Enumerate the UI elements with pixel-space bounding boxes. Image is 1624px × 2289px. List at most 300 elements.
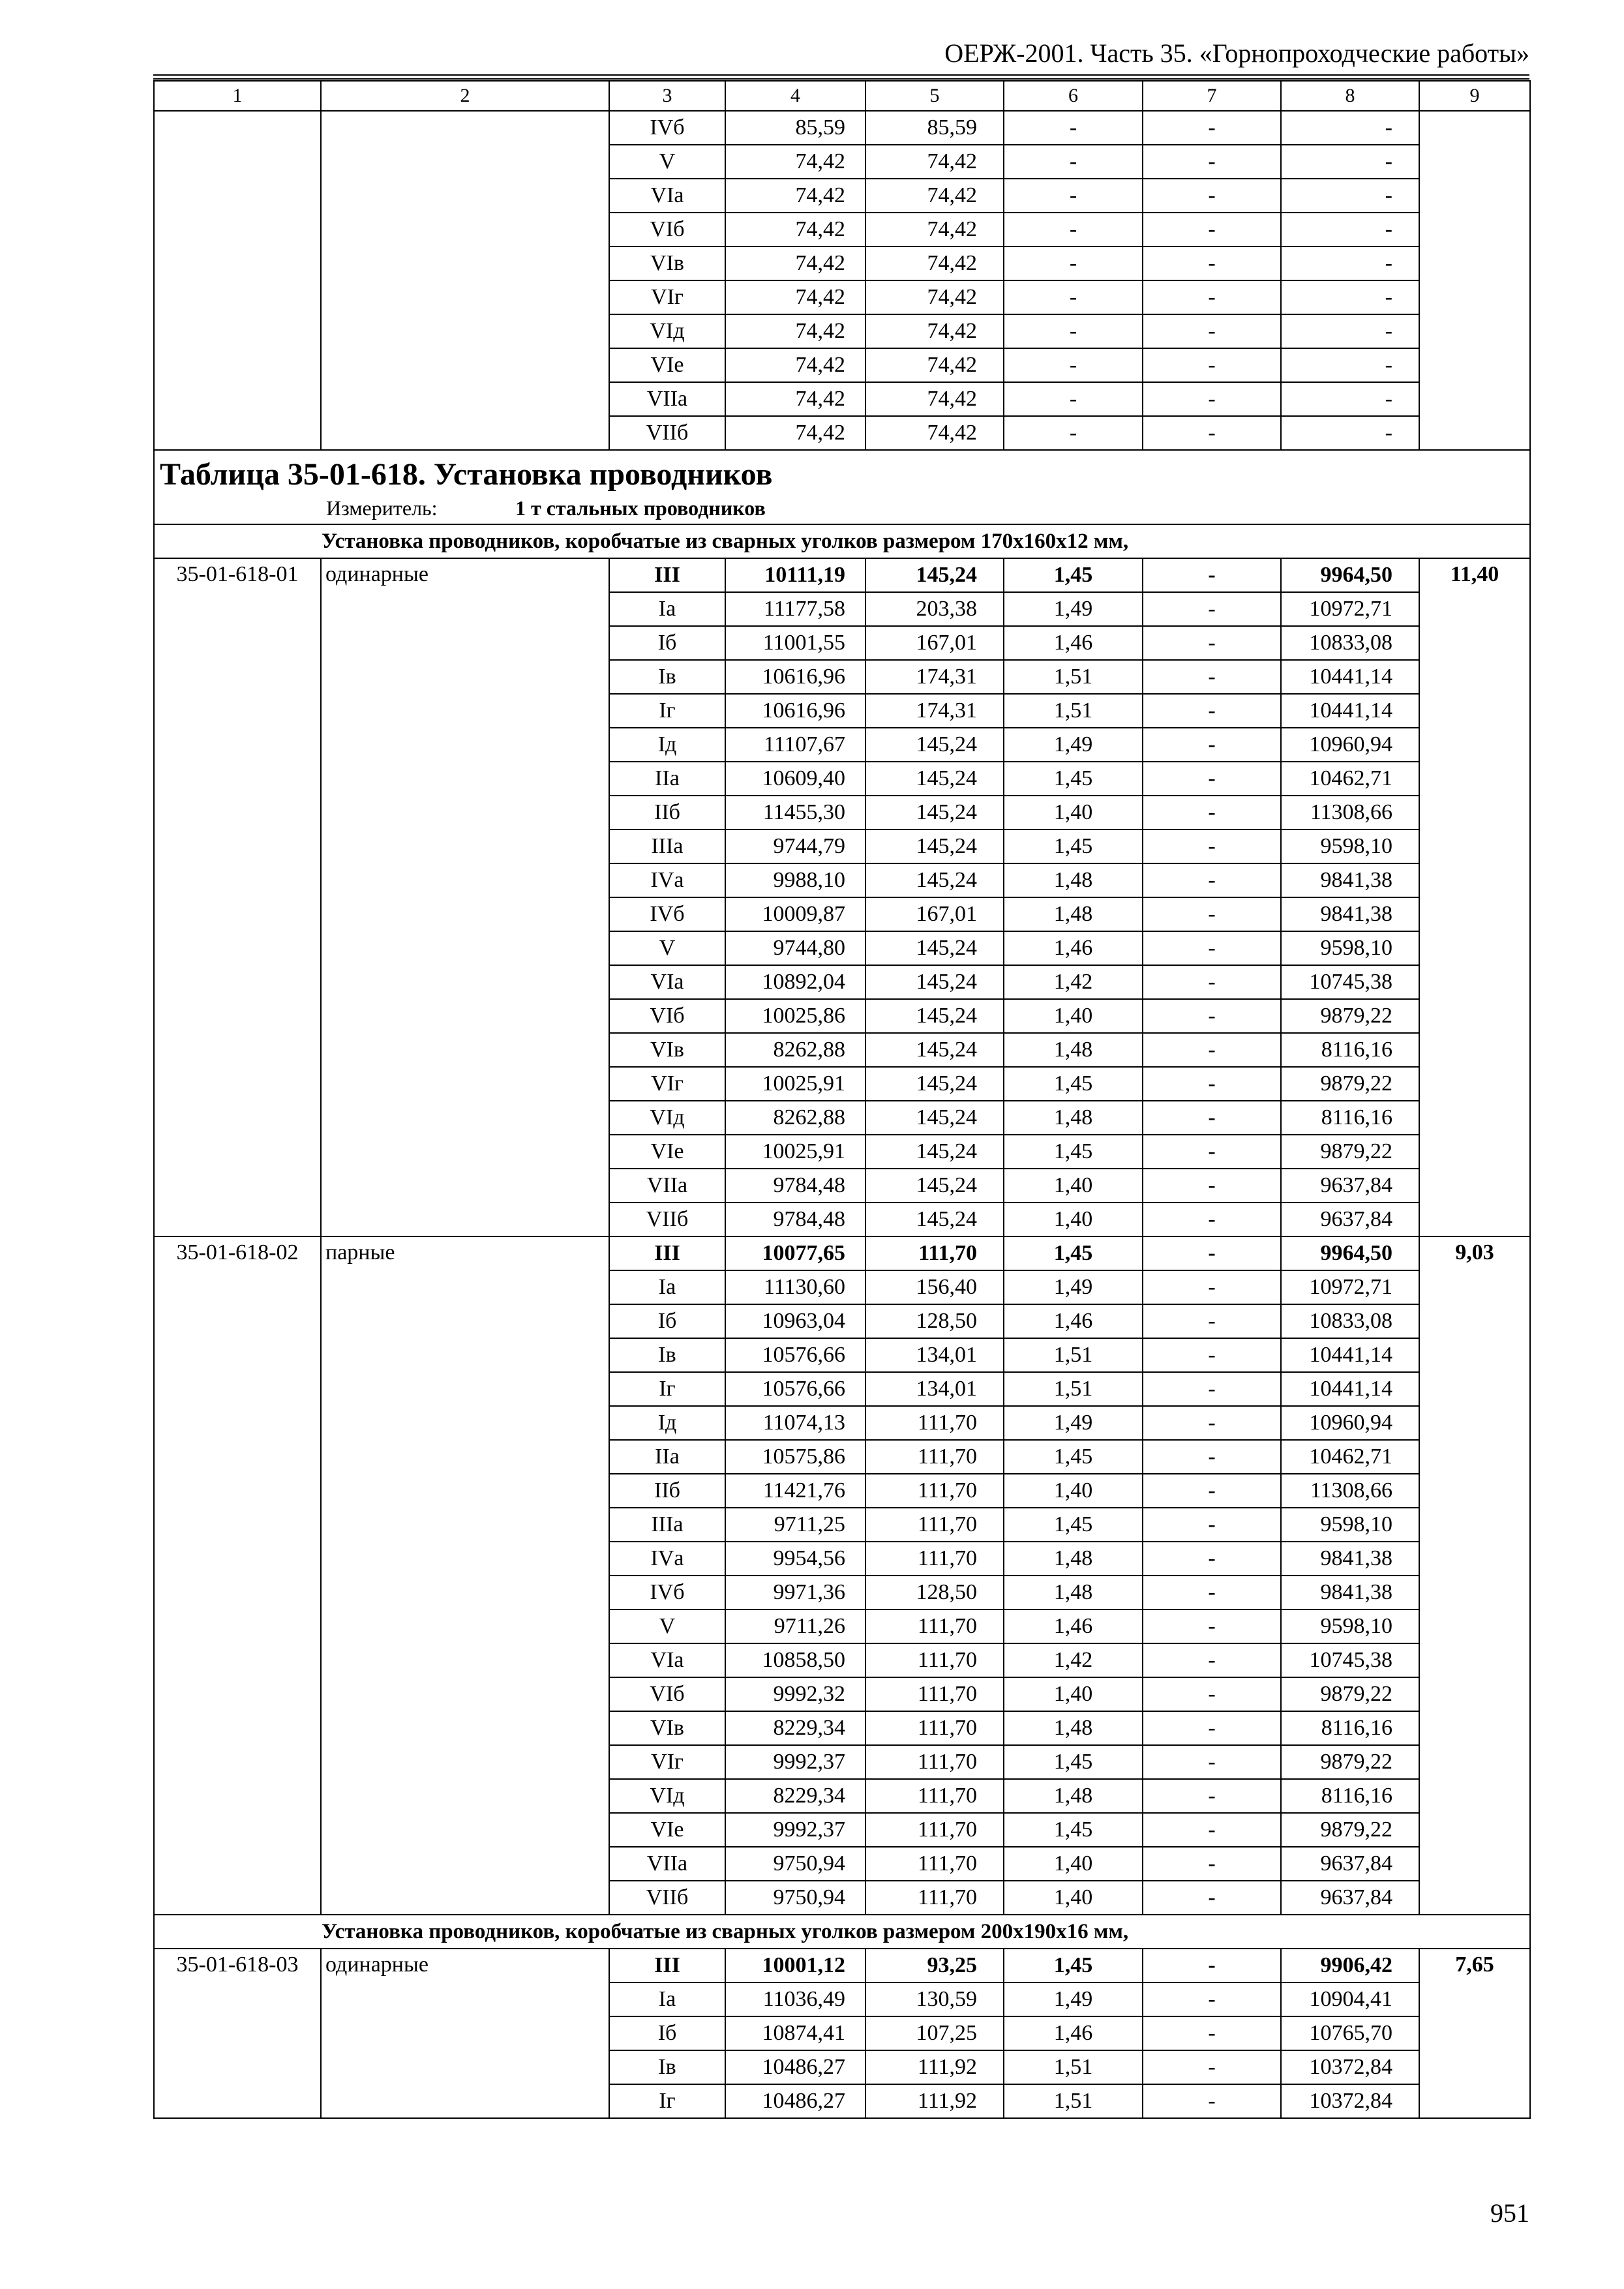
materials: 9598,10 [1281,1508,1419,1542]
wages: 128,50 [865,1304,1004,1338]
wages: 111,70 [865,1542,1004,1576]
total-cost: 9750,94 [725,1881,865,1915]
work-code: 35-01-618-03 [154,1949,321,2118]
price-zone: Iа [609,592,725,626]
price-zone: Iа [609,1270,725,1304]
wages: 111,70 [865,1881,1004,1915]
column-number-row [154,81,1530,111]
machinists-wages: - [1143,1440,1281,1474]
materials: 10372,84 [1281,2084,1419,2118]
machinists-wages: - [1143,694,1281,728]
wages: 74,42 [865,416,1004,450]
machine-operation: 1,51 [1004,660,1143,694]
machinists-wages: - [1143,1609,1281,1643]
machine-operation: 1,46 [1004,2016,1143,2050]
machinists-wages: - [1143,1135,1281,1169]
price-zone: V [609,145,725,179]
machinists-wages: - [1143,1813,1281,1847]
materials: 9841,38 [1281,1576,1419,1609]
machinists-wages: - [1143,1406,1281,1440]
machinists-wages: - [1143,382,1281,416]
price-zone: VIе [609,1135,725,1169]
materials: 10462,71 [1281,762,1419,796]
wages: 203,38 [865,592,1004,626]
work-code: 35-01-618-01 [154,558,321,1236]
price-zone: VIIб [609,416,725,450]
price-zone: VIб [609,213,725,247]
machine-operation: 1,45 [1004,762,1143,796]
machine-operation: 1,40 [1004,1881,1143,1915]
machine-operation: - [1004,416,1143,450]
machine-operation: 1,48 [1004,1576,1143,1609]
machinists-wages: - [1143,1203,1281,1236]
machinists-wages: - [1143,863,1281,897]
wages: 74,42 [865,145,1004,179]
materials: 9879,22 [1281,1813,1419,1847]
total-cost: 74,42 [725,382,865,416]
wages: 111,70 [865,1779,1004,1813]
wages: 111,70 [865,1406,1004,1440]
total-cost: 74,42 [725,247,865,280]
wages: 111,70 [865,1813,1004,1847]
machinists-wages: - [1143,931,1281,965]
materials: 9879,22 [1281,1745,1419,1779]
machinists-wages: - [1143,1508,1281,1542]
wages: 145,24 [865,965,1004,999]
materials: - [1281,348,1419,382]
section-heading: Установка проводников, коробчатые из сварных уголков размером 170х160х12 мм, [154,524,1530,558]
machine-operation: 1,40 [1004,1203,1143,1236]
machine-operation: 1,45 [1004,1508,1143,1542]
total-cost: 10077,65 [725,1236,865,1270]
total-cost: 9954,56 [725,1542,865,1576]
total-cost: 10025,91 [725,1067,865,1101]
table-title-row [154,450,1530,524]
machine-operation: 1,45 [1004,1745,1143,1779]
work-name: одинарные [321,1949,609,2118]
price-zone: Iв [609,1338,725,1372]
price-zone: VIг [609,1067,725,1101]
wages: 145,24 [865,863,1004,897]
materials: 9841,38 [1281,897,1419,931]
page-number: 951 [1490,2198,1529,2228]
materials: 10960,94 [1281,1406,1419,1440]
column-number: 3 [609,81,725,111]
price-zone: VIб [609,1677,725,1711]
machinists-wages: - [1143,1847,1281,1881]
materials: 11308,66 [1281,796,1419,830]
machine-operation: 1,48 [1004,1542,1143,1576]
machinists-wages: - [1143,1101,1281,1135]
total-cost: 74,42 [725,179,865,213]
materials: 9841,38 [1281,863,1419,897]
wages: 167,01 [865,897,1004,931]
machine-operation: 1,51 [1004,694,1143,728]
materials: - [1281,280,1419,314]
price-zone: III [609,558,725,592]
machine-operation: - [1004,111,1143,145]
price-zone: VIд [609,1101,725,1135]
machinists-wages: - [1143,1236,1281,1270]
machine-operation: 1,48 [1004,1033,1143,1067]
column-number: 1 [154,81,321,111]
materials: - [1281,111,1419,145]
wages: 111,70 [865,1847,1004,1881]
total-cost: 10576,66 [725,1372,865,1406]
price-zone: IIIа [609,830,725,863]
table-unit [160,495,1524,521]
machinists-wages: - [1143,558,1281,592]
labor-cost: 9,03 [1419,1236,1530,1915]
machinists-wages: - [1143,2084,1281,2118]
materials: - [1281,213,1419,247]
total-cost: 9750,94 [725,1847,865,1881]
wages: 145,24 [865,830,1004,863]
wages: 111,70 [865,1711,1004,1745]
machinists-wages: - [1143,1745,1281,1779]
code-cell [154,111,321,450]
price-zone: Iд [609,1406,725,1440]
total-cost: 10963,04 [725,1304,865,1338]
machine-operation: - [1004,280,1143,314]
machine-operation: 1,40 [1004,1474,1143,1508]
machinists-wages: - [1143,897,1281,931]
machine-operation: 1,45 [1004,1135,1143,1169]
machine-operation: - [1004,247,1143,280]
price-zone: VIа [609,179,725,213]
machine-operation: 1,45 [1004,830,1143,863]
price-zone: VIв [609,1711,725,1745]
machine-operation: 1,46 [1004,626,1143,660]
total-cost: 11001,55 [725,626,865,660]
total-cost: 11130,60 [725,1270,865,1304]
work-code: 35-01-618-02 [154,1236,321,1915]
machinists-wages: - [1143,1779,1281,1813]
total-cost: 11074,13 [725,1406,865,1440]
unit-value: 1 т стальных проводников [515,496,766,520]
wages: 111,70 [865,1236,1004,1270]
materials: 10441,14 [1281,694,1419,728]
total-cost: 11421,76 [725,1474,865,1508]
total-cost: 9992,37 [725,1813,865,1847]
total-cost: 8229,34 [725,1711,865,1745]
materials: 9964,50 [1281,1236,1419,1270]
machinists-wages: - [1143,1711,1281,1745]
price-zone: Iг [609,1372,725,1406]
price-zone: IIа [609,1440,725,1474]
machinists-wages: - [1143,2016,1281,2050]
machine-operation: 1,48 [1004,863,1143,897]
price-zone: VIг [609,280,725,314]
price-zone: VIб [609,999,725,1033]
wages: 145,24 [865,728,1004,762]
machinists-wages: - [1143,1542,1281,1576]
machine-operation: 1,40 [1004,999,1143,1033]
wages: 85,59 [865,111,1004,145]
header-rule-bottom [153,78,1529,80]
materials: 9637,84 [1281,1881,1419,1915]
column-number: 6 [1004,81,1143,111]
machinists-wages: - [1143,179,1281,213]
section-heading: Установка проводников, коробчатые из сварных уголков размером 200х190х16 мм, [154,1915,1530,1949]
price-zone: IVа [609,863,725,897]
total-cost: 9711,26 [725,1609,865,1643]
machinists-wages: - [1143,280,1281,314]
materials: - [1281,314,1419,348]
total-cost: 74,42 [725,416,865,450]
machinists-wages: - [1143,1270,1281,1304]
machinists-wages: - [1143,1982,1281,2016]
materials: 9598,10 [1281,830,1419,863]
price-zone: VIв [609,247,725,280]
total-cost: 85,59 [725,111,865,145]
header-rule-top [153,74,1529,76]
materials: 10972,71 [1281,592,1419,626]
machine-operation: 1,46 [1004,1304,1143,1338]
machinists-wages: - [1143,728,1281,762]
machine-operation: 1,49 [1004,592,1143,626]
materials: 9841,38 [1281,1542,1419,1576]
price-zone: III [609,1236,725,1270]
machinists-wages: - [1143,626,1281,660]
price-zone: VIIа [609,382,725,416]
total-cost: 8229,34 [725,1779,865,1813]
materials: 9637,84 [1281,1169,1419,1203]
wages: 74,42 [865,348,1004,382]
materials: 9637,84 [1281,1847,1419,1881]
machinists-wages: - [1143,1067,1281,1101]
materials: 9598,10 [1281,931,1419,965]
price-zone: Iб [609,1304,725,1338]
machine-operation: 1,42 [1004,1643,1143,1677]
total-cost: 10874,41 [725,2016,865,2050]
table-row [154,1949,1530,1982]
materials: - [1281,382,1419,416]
total-cost: 9992,37 [725,1745,865,1779]
materials: 10441,14 [1281,1372,1419,1406]
wages: 74,42 [865,179,1004,213]
machine-operation: 1,48 [1004,1101,1143,1135]
page-header: ОЕРЖ-2001. Часть 35. «Горнопроходческие работы» [944,38,1529,68]
wages: 107,25 [865,2016,1004,2050]
wages: 145,24 [865,1067,1004,1101]
wages: 111,70 [865,1745,1004,1779]
materials: 9637,84 [1281,1203,1419,1236]
machinists-wages: - [1143,1372,1281,1406]
machinists-wages: - [1143,2050,1281,2084]
machinists-wages: - [1143,1576,1281,1609]
work-name: одинарные [321,558,609,1236]
machinists-wages: - [1143,830,1281,863]
materials: 10441,14 [1281,660,1419,694]
wages: 134,01 [865,1338,1004,1372]
wages: 145,24 [865,762,1004,796]
total-cost: 11036,49 [725,1982,865,2016]
price-zone: Iг [609,2084,725,2118]
total-cost: 10111,19 [725,558,865,592]
materials: 9964,50 [1281,558,1419,592]
machine-operation: - [1004,314,1143,348]
materials: 9879,22 [1281,1135,1419,1169]
materials: 9598,10 [1281,1609,1419,1643]
materials: 10765,70 [1281,2016,1419,2050]
price-zone: Iа [609,1982,725,2016]
wages: 145,24 [865,1203,1004,1236]
machine-operation: 1,40 [1004,1677,1143,1711]
table-row [154,111,1530,145]
total-cost: 10001,12 [725,1949,865,1982]
price-zone: VIд [609,314,725,348]
machinists-wages: - [1143,111,1281,145]
price-zone: Iв [609,660,725,694]
machine-operation: 1,48 [1004,1779,1143,1813]
machine-operation: - [1004,213,1143,247]
machinists-wages: - [1143,592,1281,626]
section-heading-row [154,524,1530,558]
price-zone: VIа [609,965,725,999]
total-cost: 10486,27 [725,2084,865,2118]
wages: 174,31 [865,660,1004,694]
materials: - [1281,179,1419,213]
total-cost: 74,42 [725,314,865,348]
labor-cost: 11,40 [1419,558,1530,1236]
machinists-wages: - [1143,1304,1281,1338]
machine-operation: 1,45 [1004,558,1143,592]
materials: 8116,16 [1281,1101,1419,1135]
total-cost: 9784,48 [725,1203,865,1236]
wages: 130,59 [865,1982,1004,2016]
materials: - [1281,247,1419,280]
total-cost: 74,42 [725,145,865,179]
wages: 74,42 [865,314,1004,348]
wages: 145,24 [865,1135,1004,1169]
wages: 111,70 [865,1440,1004,1474]
price-zone: IVб [609,111,725,145]
machine-operation: - [1004,348,1143,382]
section-heading-row [154,1915,1530,1949]
wages: 93,25 [865,1949,1004,1982]
machinists-wages: - [1143,1169,1281,1203]
total-cost: 10025,91 [725,1135,865,1169]
wages: 111,70 [865,1609,1004,1643]
materials: 9879,22 [1281,1677,1419,1711]
total-cost: 10009,87 [725,897,865,931]
price-zone: VIIб [609,1881,725,1915]
wages: 145,24 [865,931,1004,965]
machine-operation: - [1004,382,1143,416]
price-zone: Iв [609,2050,725,2084]
work-name: парные [321,1236,609,1915]
machine-operation: 1,49 [1004,1406,1143,1440]
machinists-wages: - [1143,145,1281,179]
machinists-wages: - [1143,314,1281,348]
column-number: 2 [321,81,609,111]
machinists-wages: - [1143,1881,1281,1915]
wages: 111,70 [865,1474,1004,1508]
machine-operation: 1,49 [1004,1982,1143,2016]
price-zone: IVб [609,897,725,931]
total-cost: 10576,66 [725,1338,865,1372]
price-zone: IIа [609,762,725,796]
price-zone: Iд [609,728,725,762]
machine-operation: 1,51 [1004,2050,1143,2084]
materials: 10833,08 [1281,1304,1419,1338]
wages: 111,92 [865,2050,1004,2084]
total-cost: 10858,50 [725,1643,865,1677]
machinists-wages: - [1143,999,1281,1033]
machine-operation: 1,45 [1004,1440,1143,1474]
wages: 134,01 [865,1372,1004,1406]
materials: 10833,08 [1281,626,1419,660]
price-zone: VIе [609,348,725,382]
total-cost: 9711,25 [725,1508,865,1542]
machinists-wages: - [1143,213,1281,247]
wages: 145,24 [865,1101,1004,1135]
price-zone: V [609,1609,725,1643]
total-cost: 74,42 [725,348,865,382]
price-zone: Iб [609,2016,725,2050]
materials: 9879,22 [1281,999,1419,1033]
machine-operation: 1,48 [1004,1711,1143,1745]
wages: 74,42 [865,247,1004,280]
materials: 10745,38 [1281,965,1419,999]
machine-operation: 1,46 [1004,931,1143,965]
price-zone: IVб [609,1576,725,1609]
materials: 8116,16 [1281,1779,1419,1813]
machinists-wages: - [1143,796,1281,830]
machine-operation: - [1004,145,1143,179]
total-cost: 9988,10 [725,863,865,897]
price-zone: VIIа [609,1169,725,1203]
column-number: 4 [725,81,865,111]
total-cost: 74,42 [725,213,865,247]
wages: 128,50 [865,1576,1004,1609]
wages: 111,70 [865,1677,1004,1711]
column-number: 5 [865,81,1004,111]
materials: 9906,42 [1281,1949,1419,1982]
wages: 74,42 [865,382,1004,416]
wages: 145,24 [865,999,1004,1033]
price-zone: VIIа [609,1847,725,1881]
machine-operation: 1,40 [1004,1169,1143,1203]
materials: 10972,71 [1281,1270,1419,1304]
wages: 167,01 [865,626,1004,660]
machine-operation: 1,51 [1004,1372,1143,1406]
machinists-wages: - [1143,965,1281,999]
total-cost: 10616,96 [725,660,865,694]
machine-operation: 1,49 [1004,728,1143,762]
wages: 156,40 [865,1270,1004,1304]
wages: 111,92 [865,2084,1004,2118]
machine-operation: - [1004,179,1143,213]
total-cost: 74,42 [725,280,865,314]
total-cost: 8262,88 [725,1033,865,1067]
materials: 10441,14 [1281,1338,1419,1372]
machine-operation: 1,45 [1004,1236,1143,1270]
wages: 145,24 [865,1169,1004,1203]
total-cost: 10575,86 [725,1440,865,1474]
machine-operation: 1,51 [1004,2084,1143,2118]
price-zone: VIе [609,1813,725,1847]
machinists-wages: - [1143,348,1281,382]
machine-operation: 1,51 [1004,1338,1143,1372]
norms-table [153,80,1531,2119]
wages: 74,42 [865,280,1004,314]
wages: 111,70 [865,1508,1004,1542]
price-zone: VIа [609,1643,725,1677]
materials: - [1281,145,1419,179]
col9-cell [1419,111,1530,450]
